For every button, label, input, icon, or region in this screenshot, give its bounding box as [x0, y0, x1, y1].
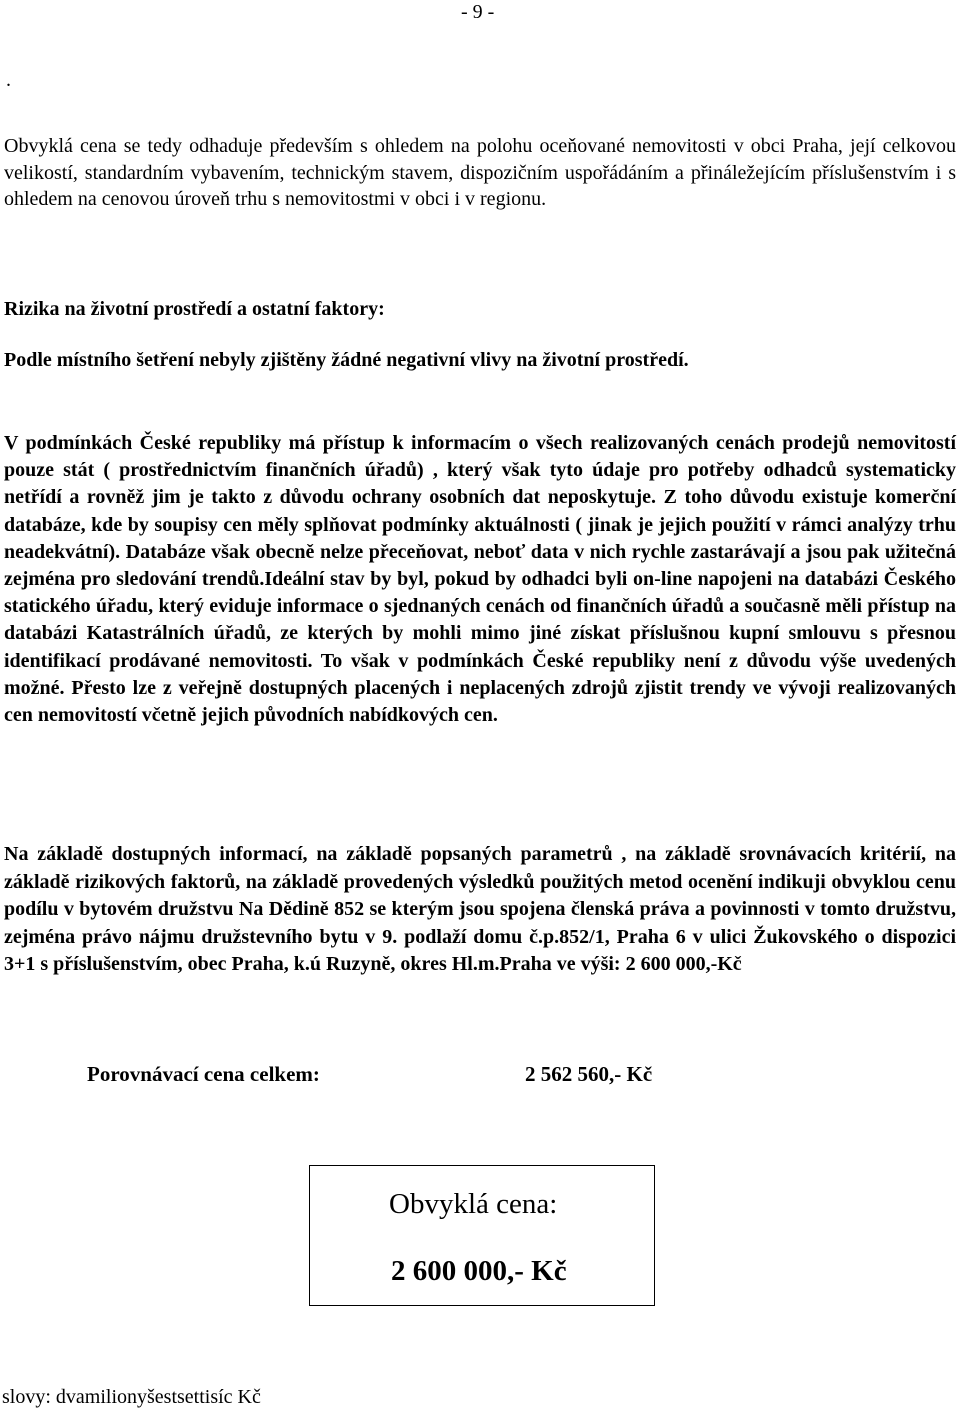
- stray-dot: .: [6, 69, 11, 91]
- comparison-label: Porovnávací cena celkem:: [87, 1062, 320, 1086]
- amount-in-words: slovy: dvamilionyšestsettisíc Kč: [2, 1386, 261, 1408]
- result-box: [309, 1165, 655, 1306]
- paragraph-market-value: Obvyklá cena se tedy odhaduje především s ohledem na polohu oceňované nemovitosti v obci Praha, její celkovou velikostí, standardním vybavením, technickým stavem, dispozičním uspořádáním a přináležejícím příslušenstvím i s ohledem na cenovou úroveň trhu s nemovitostmi v obci i v regionu.: [4, 135, 956, 210]
- risks-text: Podle místního šetření nebyly zjištěny žádné negativní vlivy na životní prostředí.: [4, 349, 689, 371]
- paragraph-conclusion: Na základě dostupných informací, na základě popsaných parametrů , na základě srovnávacích kritérií, na základě rizikových faktorů, na základě provedených výsledků použitých metod ocenění indikuji obvyklou cenu podílu v bytovém družstvu Na Dědině 852 se kterým jsou spojena členská práva a povinnosti v tomto družstvu, zejména právo nájmu družstevního bytu v 9. podlaží domu č.p.852/1, Praha 6 v ulici Žukovského o dispozici 3+1 s příslušenstvím, obec Praha, k.ú Ruzyně, okres Hl.m.Praha ve výši: 2 600 000,-Kč: [4, 843, 956, 976]
- result-label: Obvyklá cena:: [389, 1188, 558, 1220]
- paragraph-data-sources: V podmínkách České republiky má přístup k informacím o všech realizovaných cenách prodejů nemovitostí pouze stát ( prostřednictvím finančních úřadů) , který však tyto údaje pro potřeby odhadců systematicky netřídí a rovněž jim je takto z důvodu ochrany osobních dat neposkytuje. Z toho důvodu existuje komerční databáze, kde by soupisy cen měly splňovat podmínky aktuálnosti ( jinak je jejich použití v rámci analýzy trhu neadekvátní). Databáze však obecně nelze přeceňovat, neboť data v nich rychle zastarávají a jsou pak užitečná zejména pro sledování trendů.Ideální stav by byl, pokud by odhadci byli on-line napojeni na databázi Českého statického úřadu, který eviduje informace o sjednaných cenách od finančních úřadů a současně měli přístup na databázi Katastrálních úřadů, ze kterých by mohli mimo jiné získat příslušnou kupní smlouvu s přesnou identifikací prodávané nemovitosti. To však v podmínkách České republiky není z důvodu výše uvedených možné. Přesto lze z veřejně dostupných placených i neplacených zdrojů zjistit trendy ve vývoji realizovaných cen nemovitostí včetně jejich původních nabídkových cen.: [4, 432, 956, 727]
- result-value: 2 600 000,- Kč: [391, 1255, 567, 1287]
- risks-heading: Rizika na životní prostředí a ostatní faktory:: [4, 298, 385, 320]
- comparison-value: 2 562 560,- Kč: [525, 1062, 653, 1086]
- page-number: - 9 -: [461, 1, 495, 23]
